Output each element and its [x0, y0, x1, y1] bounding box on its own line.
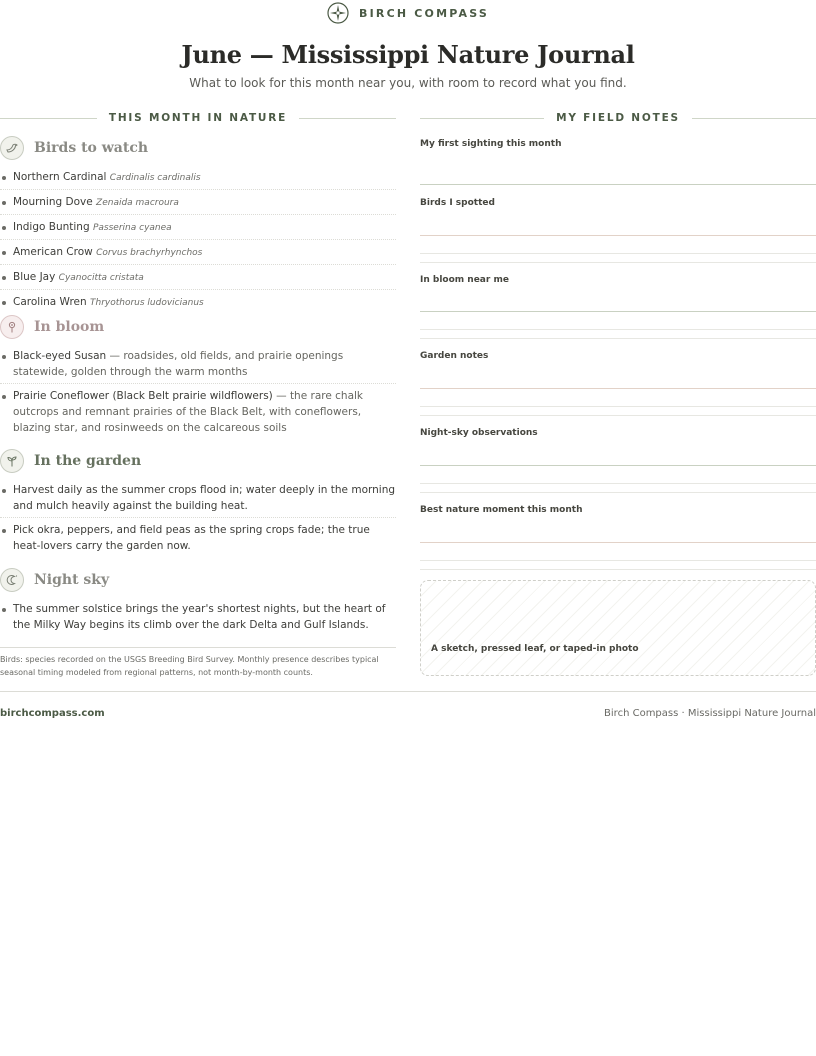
- field-label: My first sighting this month: [420, 139, 562, 149]
- sketch-box[interactable]: [420, 580, 816, 676]
- garden-list: [0, 478, 396, 557]
- list-item: Indigo Bunting Passerina cyanea: [0, 215, 396, 240]
- list-item: Prairie Coneflower (Black Belt prairie wildflowers) — the rare chalk outcrops and remnant prairies of the Black Belt, with coneflowers, blazing star, and rosinweeds on the calcareous soils: [0, 384, 396, 439]
- sketch-label: A sketch, pressed leaf, or taped-in photo: [431, 644, 639, 654]
- list-item: Harvest daily as the summer crops flood in; water deeply in the morning and mulch heavily against the building heat.: [0, 478, 396, 518]
- field-in-bloom[interactable]: [420, 275, 816, 341]
- garden-title: In the garden: [34, 453, 142, 469]
- section-title: [0, 568, 396, 592]
- night-list: [0, 597, 396, 636]
- night-title: Night sky: [34, 572, 110, 588]
- birds-footnote: Birds: species recorded on the USGS Breeding Bird Survey. Monthly presence describes typical seasonal timing modeled from regional patterns, not month-by-month counts.: [0, 647, 396, 679]
- field-label: In bloom near me: [420, 275, 509, 285]
- footer-site[interactable]: birchcompass.com: [0, 708, 105, 719]
- list-item: Blue Jay Cyanocitta cristata: [0, 265, 396, 290]
- list-item: Mourning Dove Zenaida macroura: [0, 190, 396, 215]
- writing-line[interactable]: [420, 542, 816, 543]
- birds-list: [0, 165, 396, 314]
- writing-line[interactable]: [420, 262, 816, 263]
- field-label: Garden notes: [420, 351, 489, 361]
- page-subtitle: What to look for this month near you, with room to record what you find.: [189, 76, 627, 90]
- nature-heading-label: THIS MONTH IN NATURE: [108, 112, 288, 124]
- flower-icon: [0, 315, 24, 339]
- writing-line[interactable]: [420, 235, 816, 236]
- page-title: June — Mississippi Nature Journal: [181, 40, 635, 69]
- heading-rule: [0, 118, 97, 119]
- sprout-icon: [0, 449, 24, 473]
- field-night-sky[interactable]: [420, 428, 816, 494]
- writing-line[interactable]: [420, 465, 816, 466]
- writing-line[interactable]: [420, 483, 816, 484]
- section-title: [0, 449, 396, 473]
- bloom-title: In bloom: [34, 319, 105, 335]
- writing-line[interactable]: [420, 253, 816, 254]
- list-item: American Crow Corvus brachyrhynchos: [0, 240, 396, 265]
- writing-line[interactable]: [420, 329, 816, 330]
- field-best-moment[interactable]: [420, 505, 816, 571]
- writing-line[interactable]: [420, 338, 816, 339]
- heading-rule: [692, 118, 816, 119]
- footer-credit: Birch Compass · Mississippi Nature Journal: [604, 708, 816, 719]
- writing-line[interactable]: [420, 406, 816, 407]
- brand-name: BIRCH COMPASS: [359, 6, 489, 20]
- writing-line[interactable]: [420, 388, 816, 389]
- list-item: The summer solstice brings the year's shortest nights, but the heart of the Milky Way begins its climb over the dark Delta and Gulf Islands.: [0, 597, 396, 636]
- birds-title: Birds to watch: [34, 140, 149, 156]
- notes-column-heading: [420, 110, 816, 126]
- writing-line[interactable]: [420, 415, 816, 416]
- writing-line[interactable]: [420, 569, 816, 570]
- writing-line[interactable]: [420, 184, 816, 185]
- bloom-list: [0, 344, 396, 439]
- list-item: Carolina Wren Thryothorus ludovicianus: [0, 290, 396, 314]
- writing-line[interactable]: [420, 492, 816, 493]
- list-item: Black-eyed Susan — roadsides, old fields, and prairie openings statewide, golden through the warm months: [0, 344, 396, 384]
- brand-header: [0, 2, 816, 24]
- field-label: Birds I spotted: [420, 198, 495, 208]
- writing-line[interactable]: [420, 311, 816, 312]
- section-title: [0, 315, 396, 339]
- heading-rule: [420, 118, 544, 119]
- list-item: Northern Cardinal Cardinalis cardinalis: [0, 165, 396, 190]
- writing-line[interactable]: [420, 560, 816, 561]
- field-garden-notes[interactable]: [420, 351, 816, 417]
- heading-rule: [299, 118, 396, 119]
- bloom-section: [0, 315, 396, 439]
- compass-icon: [327, 2, 349, 24]
- birds-section: [0, 136, 396, 314]
- field-label: Best nature moment this month: [420, 505, 583, 515]
- night-section: [0, 568, 396, 636]
- list-item: Pick okra, peppers, and field peas as the spring crops fade; the true heat-lovers carry the garden now.: [0, 518, 396, 557]
- field-birds-spotted[interactable]: [420, 198, 816, 264]
- field-label: Night-sky observations: [420, 428, 538, 438]
- garden-section: [0, 449, 396, 557]
- field-first-sighting[interactable]: [420, 139, 816, 189]
- bird-icon: [0, 136, 24, 160]
- footer-divider: [0, 691, 816, 692]
- nature-column-heading: [0, 110, 396, 126]
- section-title: [0, 136, 396, 160]
- moon-icon: [0, 568, 24, 592]
- notes-heading-label: MY FIELD NOTES: [556, 112, 680, 124]
